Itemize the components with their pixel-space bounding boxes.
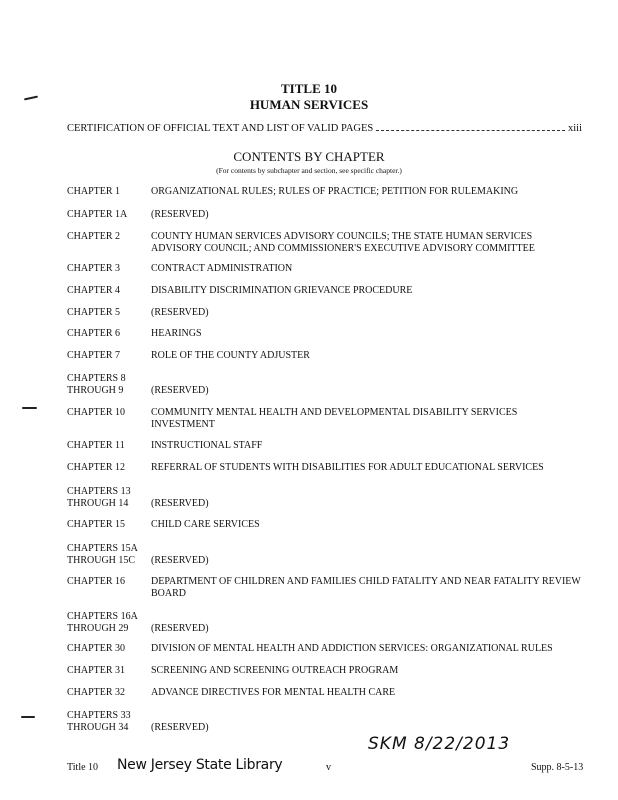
chapter-title: DISABILITY DISCRIMINATION GRIEVANCE PROCEDURE xyxy=(151,285,413,296)
chapter-number-cont: THROUGH 14 xyxy=(67,498,129,509)
handwritten-initials-date: SKM 8/22/2013 xyxy=(368,734,511,754)
contents-heading: CONTENTS BY CHAPTER xyxy=(233,149,385,164)
chapter-number: CHAPTERS 33 xyxy=(67,710,131,721)
chapter-number: CHAPTER 1 xyxy=(67,186,121,197)
chapter-title: (RESERVED) xyxy=(151,307,209,318)
chapter-title-cont: ADVISORY COUNCIL; AND COMMISSIONER'S EXECUTIVE ADVISORY COMMITTEE xyxy=(151,243,535,254)
chapter-title: ROLE OF THE COUNTY ADJUSTER xyxy=(151,350,310,361)
chapter-number: CHAPTER 5 xyxy=(67,307,121,318)
chapter-title: ADVANCE DIRECTIVES FOR MENTAL HEALTH CARE xyxy=(151,687,396,698)
chapter-number: CHAPTER 12 xyxy=(67,462,126,473)
chapter-title: CHILD CARE SERVICES xyxy=(151,519,260,530)
certification-page: xiii xyxy=(567,123,582,134)
chapter-title: DIVISION OF MENTAL HEALTH AND ADDICTION SERVICES: ORGANIZATIONAL RULES xyxy=(151,643,553,654)
chapter-number: CHAPTER 4 xyxy=(67,285,121,296)
certification-label: CERTIFICATION OF OFFICIAL TEXT AND LIST OF VALID PAGES xyxy=(67,123,374,134)
chapter-title: INSTRUCTIONAL STAFF xyxy=(151,440,263,451)
supplement-date: Supp. 8-5-13 xyxy=(531,762,584,773)
library-stamp: New Jersey State Library xyxy=(117,757,283,773)
chapter-title: (RESERVED) xyxy=(151,623,209,634)
chapter-number: CHAPTER 2 xyxy=(67,231,121,242)
contents-note: (For contents by subchapter and section, see specific chapter.) xyxy=(216,166,402,175)
chapter-title: (RESERVED) xyxy=(151,555,209,566)
scan-mark xyxy=(21,716,35,718)
chapter-number: CHAPTER 30 xyxy=(67,643,126,654)
chapter-title: REFERRAL OF STUDENTS WITH DISABILITIES FOR ADULT EDUCATIONAL SERVICES xyxy=(151,462,544,473)
chapter-title: (RESERVED) xyxy=(151,385,209,396)
chapter-title: SCREENING AND SCREENING OUTREACH PROGRAM xyxy=(151,665,399,676)
chapter-number: CHAPTER 1A xyxy=(67,209,128,220)
chapter-title-cont: BOARD xyxy=(151,588,187,599)
chapter-title: HEARINGS xyxy=(151,328,202,339)
chapter-number: CHAPTER 7 xyxy=(67,350,121,361)
chapter-number: CHAPTER 10 xyxy=(67,407,126,418)
chapter-number: CHAPTER 15 xyxy=(67,519,126,530)
scan-mark xyxy=(22,407,37,409)
chapter-title: COMMUNITY MENTAL HEALTH AND DEVELOPMENTAL DISABILITY SERVICES xyxy=(151,407,518,418)
chapter-number: CHAPTER 32 xyxy=(67,687,126,698)
chapter-number: CHAPTER 16 xyxy=(67,576,126,587)
chapter-number-cont: THROUGH 9 xyxy=(67,385,124,396)
chapter-title: ORGANIZATIONAL RULES; RULES OF PRACTICE; PETITION FOR RULEMAKING xyxy=(151,186,519,197)
chapter-title: COUNTY HUMAN SERVICES ADVISORY COUNCILS; THE STATE HUMAN SERVICES xyxy=(151,231,533,242)
chapter-number: CHAPTER 11 xyxy=(67,440,125,451)
title-number: TITLE 10 xyxy=(281,81,337,96)
chapter-number-cont: THROUGH 29 xyxy=(67,623,129,634)
chapter-number: CHAPTERS 16A xyxy=(67,611,138,622)
chapter-title: (RESERVED) xyxy=(151,209,209,220)
chapter-number-cont: THROUGH 34 xyxy=(67,722,129,733)
chapter-title-cont: INVESTMENT xyxy=(151,419,215,430)
chapter-number-cont: THROUGH 15C xyxy=(67,555,136,566)
footer-title: Title 10 xyxy=(67,762,99,773)
chapter-title: DEPARTMENT OF CHILDREN AND FAMILIES CHILD FATALITY AND NEAR FATALITY REVIEW xyxy=(151,576,581,587)
chapter-title: (RESERVED) xyxy=(151,722,209,733)
chapter-title: (RESERVED) xyxy=(151,498,209,509)
chapter-number: CHAPTER 3 xyxy=(67,263,121,274)
title-name: HUMAN SERVICES xyxy=(249,97,369,112)
chapter-number: CHAPTER 6 xyxy=(67,328,121,339)
chapter-title: CONTRACT ADMINISTRATION xyxy=(151,263,293,274)
leader-dots xyxy=(376,129,565,131)
chapter-number: CHAPTERS 15A xyxy=(67,543,138,554)
chapter-number: CHAPTER 31 xyxy=(67,665,126,676)
certification-line xyxy=(67,123,582,134)
chapter-number: CHAPTERS 13 xyxy=(67,486,131,497)
page-number: v xyxy=(326,762,331,773)
chapter-number: CHAPTERS 8 xyxy=(67,373,126,384)
